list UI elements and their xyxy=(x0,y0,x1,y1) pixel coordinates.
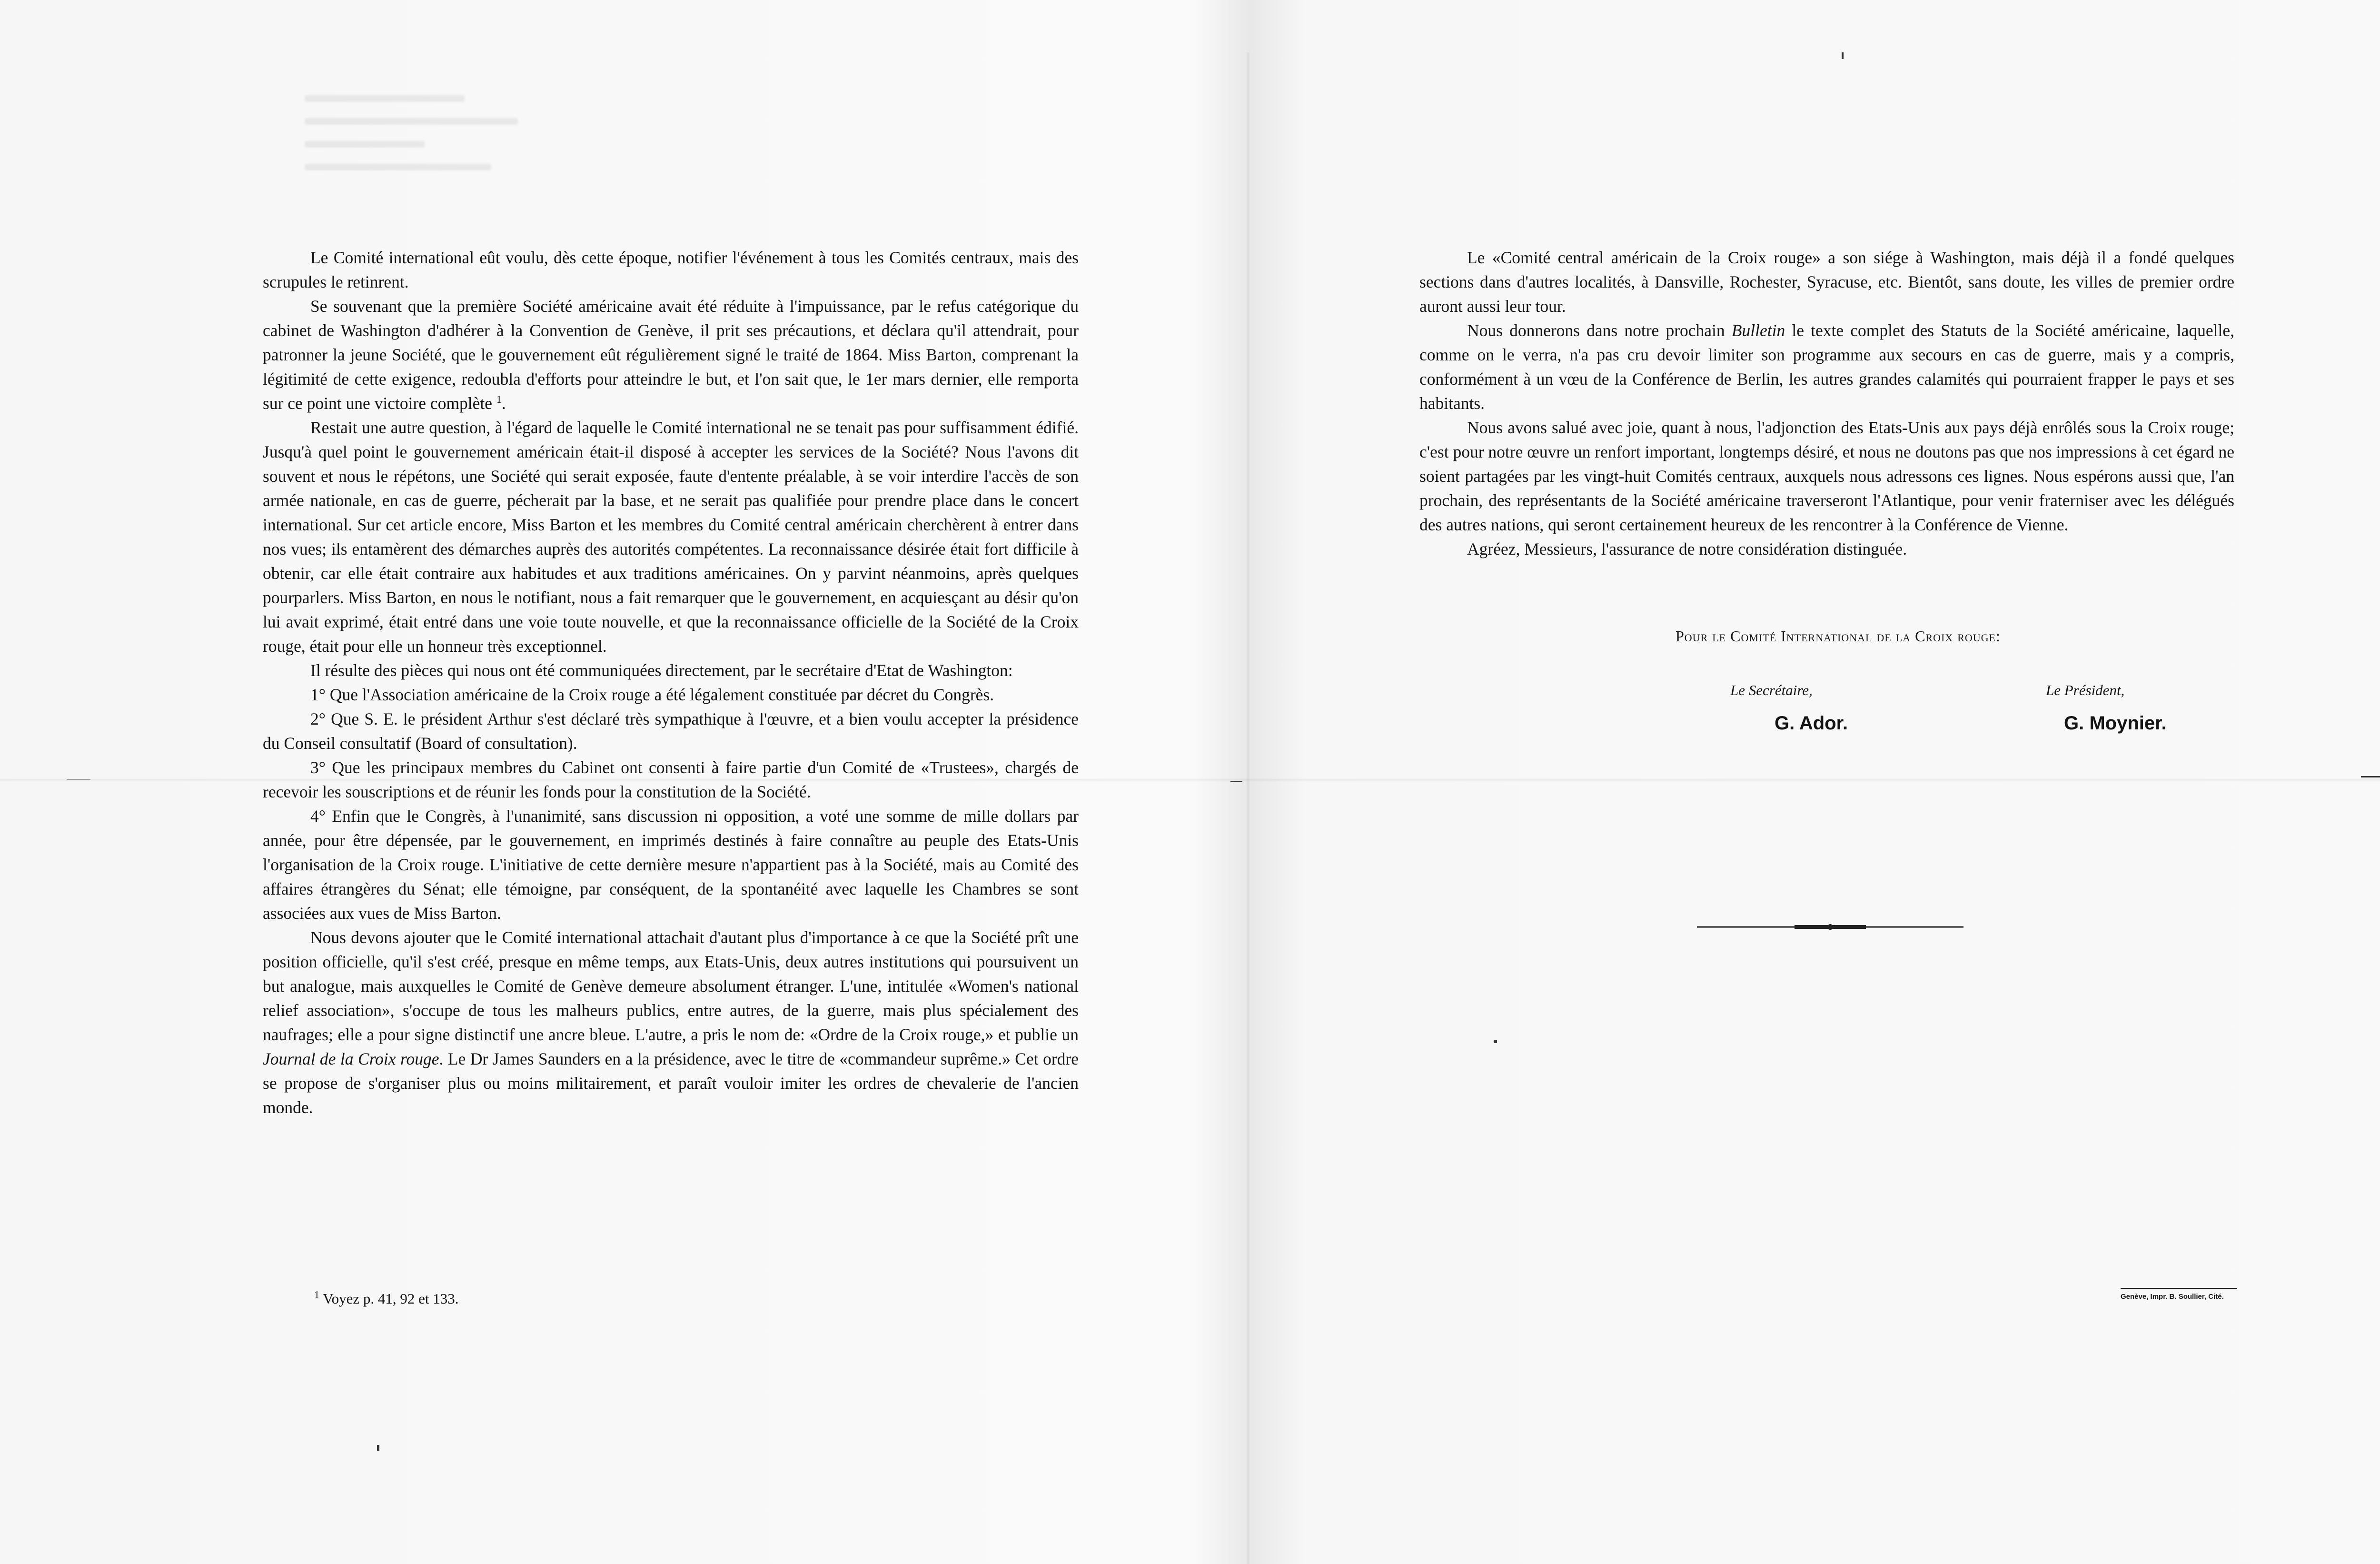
ornamental-rule xyxy=(1697,924,1964,930)
paragraph: Restait une autre question, à l'égard de laquelle le Comité international ne se tenait pas pour suffisamment édifié. Jusqu'à quel point le gouvernement américain était-il disposé à accepter les services de la Société? Nous l'avons dit souvent et nous le répétons, une Société qui serait exposée, faute d'entente préalable, à se voir interdire l'accès de son armée nationale, en cas de guerre, pécherait par la base, et ne serait pas qualifiée pour prendre place dans le concert international. Sur cet article encore, Miss Barton et les membres du Comité central américain cherchèrent à entrer dans nos vues; ils entamèrent des démarches auprès des autorités compétentes. La reconnaissance désirée était fort difficile à obtenir, car elle était contraire aux habitudes et aux traditions américaines. On y parvint néanmoins, après quelques pourparlers. Miss Barton, en nous le notifiant, nous a fait remarquer que le gouvernement, en acquiesçant au désir qu'on lui avait exprimé, était entré dans une voie toute nouvelle, et que la reconnaissance officielle de la Société de la Croix rouge, était pour elle un honneur très exceptionnel. xyxy=(263,418,1079,656)
paragraph: Le «Comité central américain de la Croix rouge» a son siége à Washington, mais déjà il a fondé quelques sections dans d'autres localités, à Dansville, Rochester, Syracuse, etc. Bientôt, sans doute, les villes de premier ordre auront aussi leur tour. xyxy=(1419,248,2234,316)
vertical-fold-line xyxy=(1246,52,1250,1564)
president-role: Le Président, xyxy=(2046,682,2125,698)
footnote: $^1$ Voyez p. 41, 92 et 133. xyxy=(314,1288,459,1307)
paragraph: Nous avons salué avec joie, quant à nous, l'adjonction des Etats-Unis aux pays déjà enrôlés sous la Croix rouge; c'est pour notre œuvre un renfort important, longtemps désiré, et nous ne doutons pas que nos impressions à cet égard ne soient partagées par les vingt-huit Comités centraux, auxquels nous adressons ces lignes. Nous espérons aussi que, l'an prochain, des représentants de la Société américaine traverseront l'Atlantique, pour venir fraterniser avec les délégués des autres nations, qui seront certainement heureux de les rencontrer à la Conférence de Vienne. xyxy=(1419,418,2234,534)
scan-mark xyxy=(1230,781,1242,782)
list-item: 3° Que les principaux membres du Cabinet ont consenti à faire partie d'un Comité de «Trustees», chargés de recevoir les souscriptions et de réunir les fonds pour la constitution de la Société. xyxy=(263,758,1079,801)
left-page-text xyxy=(263,246,1079,1120)
printer-imprint: Genève, Impr. B. Soullier, Cité. xyxy=(2121,1293,2224,1301)
scan-mark xyxy=(377,1445,379,1451)
signature-header: Pour le Comité International de la Croix rouge: xyxy=(1676,628,2001,645)
president-name: G. Moynier. xyxy=(2064,713,2167,734)
journal-title: Journal de la Croix rouge xyxy=(263,1049,439,1068)
paragraph: Le Comité international eût voulu, dès cette époque, notifier l'événement à tous les Comités centraux, mais des scrupules le retinrent. xyxy=(263,248,1079,291)
bulletin-title: Bulletin xyxy=(1731,321,1785,340)
paragraph: Nous devons ajouter que le Comité international attachait d'autant plus d'importance à ce que la Société prît une position officielle, qu'il s'est créé, presque en même temps, aux Etats-Unis, deux autres institutions qui poursuivent un but analogue, mais auxquelles le Comité de Genève demeure absolument étranger. L'une, intitulée «Women's national relief association», s'occupe de tous les malheurs publics, entre autres, de la guerre, mais plus spécialement des naufrages; elle a pour signe distinctif une ancre bleue. L'autre, a pris le nom de: «Ordre de la Croix rouge,» et publie un Journal de la Croix rouge. Le Dr James Saunders en a la présidence, avec le titre de «commandeur suprême.» Cet ordre se propose de s'organiser plus ou moins militairement, et paraît vouloir imiter les ordres de chevalerie de l'ancien monde. xyxy=(263,928,1079,1117)
paragraph: Se souvenant que la première Société américaine avait été réduite à l'impuissance, par le refus catégorique du cabinet de Washington d'adhérer à la Convention de Genève, il prit ses précautions, et déclara qu'il attendrait, pour patronner la jeune Société, que le gouvernement eût régulièrement signé le traité de 1864. Miss Barton, comprenant la légitimité de cette exigence, redoubla d'efforts pour atteindre le but, et l'on sait que, le 1er mars dernier, elle remporta sur ce point une victoire complète $^1$. xyxy=(263,297,1079,413)
right-page-text xyxy=(1419,246,2234,561)
list-item: 1° Que l'Association américaine de la Croix rouge a été légalement constituée par décret du Congrès. xyxy=(310,685,994,704)
imprint-rule xyxy=(2121,1288,2237,1289)
paragraph: Nous donnerons dans notre prochain Bulletin le texte complet des Statuts de la Société américaine, laquelle, comme on le verra, n'a pas cru devoir limiter son programme aux secours en cas de guerre, mais y a compris, conformément à un vœu de la Conférence de Berlin, les autres grandes calamités qui pourraient frapper le pays et ses habitants. xyxy=(1419,321,2235,413)
list-item: 4° Enfin que le Congrès, à l'unanimité, sans discussion ni opposition, a voté une somme de mille dollars par année, pour être dépensée, par le gouvernement, en imprimés destinés à faire connaître au peuple des Etats-Unis l'organisation de la Croix rouge. L'initiative de cette dernière mesure n'appartient pas à la Société, mais au Comité des affaires étrangères du Sénat; elle témoigne, par conséquent, de la spontanéité avec laquelle les Chambres se sont associées aux vues de Miss Barton. xyxy=(263,807,1079,923)
show-through-ghost xyxy=(305,95,571,219)
secretary-name: G. Ador. xyxy=(1775,713,1848,734)
secretary-role: Le Secrétaire, xyxy=(1730,682,1813,698)
scan-mark xyxy=(1842,52,1844,59)
footnote-ref: 1 xyxy=(496,393,502,406)
closing-salutation: Agréez, Messieurs, l'assurance de notre considération distinguée. xyxy=(1467,539,1907,558)
list-item: 2° Que S. E. le président Arthur s'est déclaré très sympathique à l'œuvre, et a bien voulu accepter la présidence du Conseil consultatif (Board of consultation). xyxy=(263,709,1079,753)
scan-mark xyxy=(2361,776,2380,777)
scan-mark xyxy=(1494,1040,1497,1043)
scan-mark xyxy=(67,779,90,780)
paragraph: Il résulte des pièces qui nous ont été communiquées directement, par le secrétaire d'Etat de Washington: xyxy=(310,661,1013,680)
